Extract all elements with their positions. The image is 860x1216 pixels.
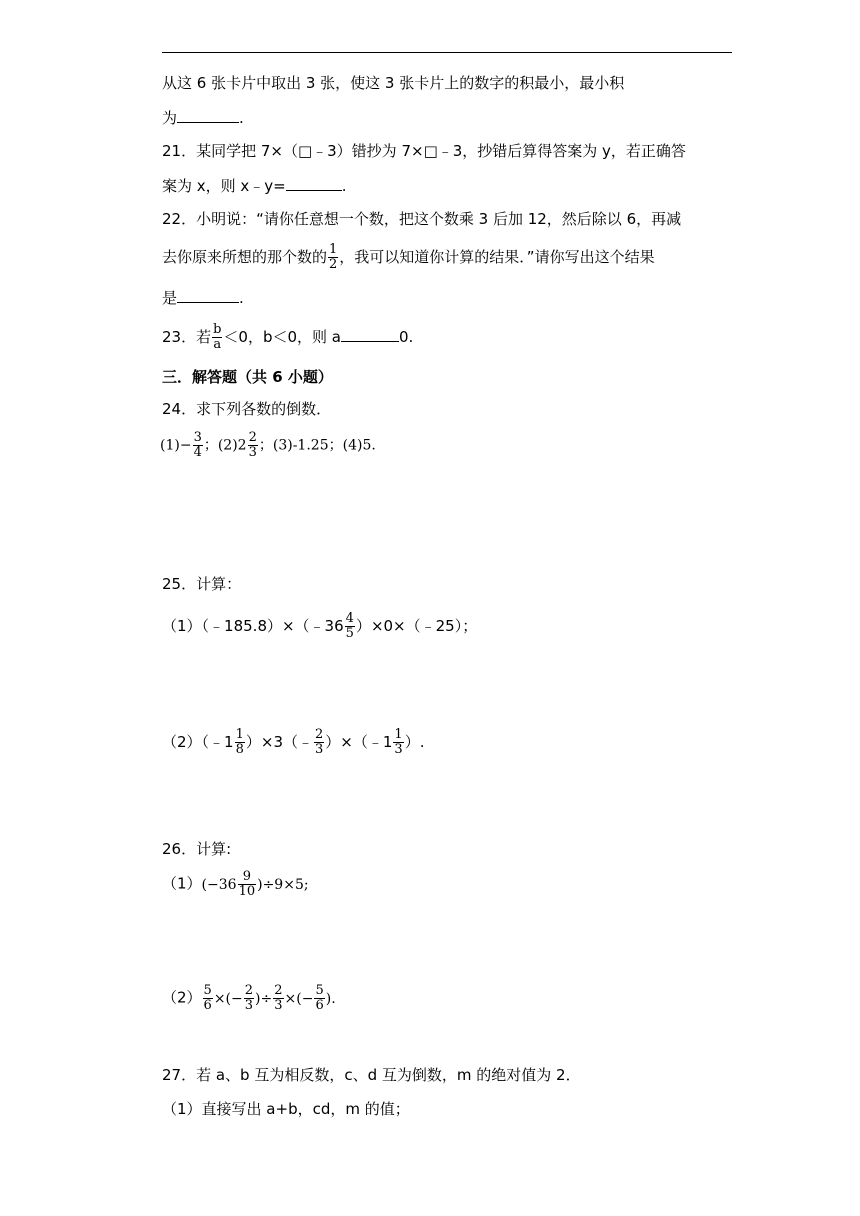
fraction: $\frac{2}{3}$ bbox=[248, 430, 257, 460]
fraction: $\frac{1}{8}$ bbox=[235, 727, 244, 757]
fraction: $\frac{5}{6}$ bbox=[315, 983, 324, 1013]
q25-part2: （2）（﹣1 $\frac{1}{8}$ ）×3（﹣ $\frac{2}{3}$ ）×（﹣1 $\frac{1}{3}$ ）. bbox=[162, 727, 425, 757]
q22-line1: 22．小明说：“请你任意想一个数，把这个数乘 3 后加 12，然后除以 6，再减 bbox=[162, 210, 682, 228]
fraction: $\frac{1}{3}$ bbox=[394, 727, 403, 757]
fraction: $\frac{9}{10}$ bbox=[238, 869, 256, 899]
q25-part1: （1）（﹣185.8）×（﹣36 $\frac{4}{5}$ ）×0×（﹣25）； bbox=[162, 611, 478, 641]
q27-part1: （1）直接写出 a+b，cd，m 的值； bbox=[162, 1100, 410, 1118]
fraction: $\frac{2}{3}$ bbox=[244, 983, 254, 1013]
q21-line1: 21．某同学把 7×（□﹣3）错抄为 7×□﹣3，抄错后算得答案为 y，若正确答 bbox=[162, 142, 686, 160]
header-rule bbox=[162, 52, 732, 53]
fraction: $\frac{4}{5}$ bbox=[345, 611, 354, 641]
q24-items: (1)− $\frac{3}{4}$ ；(2)2 $\frac{2}{3}$ ；(3)-1.25；(4)5. bbox=[160, 430, 376, 460]
answer-blank[interactable] bbox=[177, 106, 239, 123]
fraction: $\frac{2}{3}$ bbox=[315, 727, 324, 757]
q22-line3: 是 . bbox=[162, 286, 244, 309]
fraction: $\frac{b}{a}$ bbox=[213, 322, 222, 352]
q24-stem: 24．求下列各数的倒数． bbox=[162, 400, 332, 418]
section-title: 三．解答题（共 6 小题） bbox=[162, 368, 333, 386]
q27-stem: 27．若 a、b 互为相反数，c、d 互为倒数，m 的绝对值为 2． bbox=[162, 1066, 581, 1084]
answer-blank[interactable] bbox=[286, 174, 342, 191]
fraction: $\frac{3}{4}$ bbox=[193, 430, 202, 460]
fraction: $\frac{1}{2}$ bbox=[329, 242, 338, 272]
q20-line1: 从这 6 张卡片中取出 3 张，使这 3 张卡片上的数字的积最小，最小积 bbox=[162, 74, 625, 92]
fraction: $\frac{5}{6}$ bbox=[203, 983, 212, 1013]
q22-line2: 去你原来所想的那个数的 $\frac{1}{2}$ ，我可以知道你计算的结果．”请你写出这个结果 bbox=[162, 242, 655, 272]
fraction: $\frac{2}{3}$ bbox=[274, 983, 283, 1013]
answer-blank[interactable] bbox=[341, 325, 399, 342]
q25-stem: 25．计算： bbox=[162, 575, 242, 593]
q23-line: 23．若 $\frac{b}{a}$ ＜0，b＜0，则 a 0. bbox=[162, 322, 414, 352]
answer-blank[interactable] bbox=[177, 286, 239, 303]
q21-line2: 案为 x，则 x﹣y= . bbox=[162, 174, 347, 197]
q26-part2: （2） $\frac{5}{6}$ ×(− $\frac{2}{3}$ )÷ $\frac{2}{3}$ ×(− $\frac{5}{6}$ ). bbox=[162, 983, 336, 1013]
q26-part1: （1）(−36 $\frac{9}{10}$ )÷9×5; bbox=[162, 869, 309, 899]
q26-stem: 26．计算: bbox=[162, 840, 232, 858]
q20-line2: 为 . bbox=[162, 106, 244, 129]
